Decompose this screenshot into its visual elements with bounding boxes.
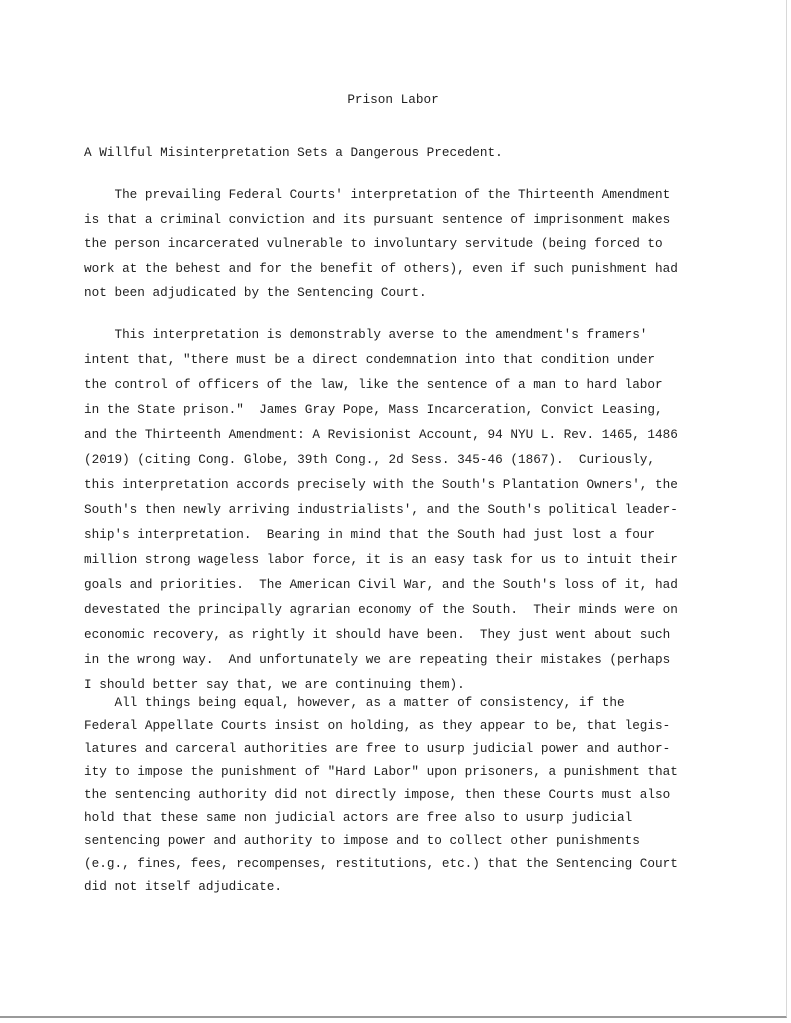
text-line: devestated the principally agrarian economy of the South. Their minds were on [84,602,678,617]
text-line: intent that, "there must be a direct condemnation into that condition under [84,352,656,367]
document-title: Prison Labor [347,92,439,107]
text-line: goals and priorities. The American Civil War, and the South's loss of it, had [84,577,678,592]
text-line: in the State prison." James Gray Pope, Mass Incarceration, Convict Leasing, [84,402,663,417]
text-line: and the Thirteenth Amendment: A Revisionist Account, 94 NYU L. Rev. 1465, 1486 [84,427,678,442]
text-line: sentencing power and authority to impose and to collect other punishments [84,833,640,848]
text-line: the sentencing authority did not directly impose, then these Courts must also [84,787,671,802]
text-line: this interpretation accords precisely with the South's Plantation Owners', the [84,477,678,492]
text-line: the person incarcerated vulnerable to involuntary servitude (being forced to [84,236,663,251]
text-line: I should better say that, we are continuing them). [84,677,465,692]
text-line: not been adjudicated by the Sentencing Court. [84,285,427,300]
text-line: South's then newly arriving industrialists', and the South's political leader- [84,502,678,517]
text-line: latures and carceral authorities are free to usurp judicial power and author- [84,741,671,756]
text-line: Federal Appellate Courts insist on holding, as they appear to be, that legis- [84,718,671,733]
text-line: All things being equal, however, as a matter of consistency, if the [84,695,625,710]
document-subtitle: A Willful Misinterpretation Sets a Dangerous Precedent. [84,145,503,160]
text-line: ity to impose the punishment of "Hard Labor" upon prisoners, a punishment that [84,764,678,779]
text-line: (e.g., fines, fees, recompenses, restitutions, etc.) that the Sentencing Court [84,856,678,871]
text-line: did not itself adjudicate. [84,879,282,894]
text-line: The prevailing Federal Courts' interpretation of the Thirteenth Amendment [84,187,671,202]
text-line: work at the behest and for the benefit of others), even if such punishment had [84,260,678,276]
text-line: is that a criminal conviction and its pursuant sentence of imprisonment makes [84,211,671,227]
text-line: economic recovery, as rightly it should have been. They just went about such [84,627,671,642]
text-line: the control of officers of the law, like the sentence of a man to hard labor [84,377,663,392]
text-line: This interpretation is demonstrably averse to the amendment's framers' [84,327,648,342]
text-line: in the wrong way. And unfortunately we are repeating their mistakes (perhaps [84,652,671,667]
text-line: million strong wageless labor force, it is an easy task for us to intuit their [84,552,678,567]
text-line: ship's interpretation. Bearing in mind that the South had just lost a four [84,527,656,542]
text-line: hold that these same non judicial actors are free also to usurp judicial [84,810,633,825]
text-line: (2019) (citing Cong. Globe, 39th Cong., 2d Sess. 345-46 (1867). Curiously, [84,452,656,467]
